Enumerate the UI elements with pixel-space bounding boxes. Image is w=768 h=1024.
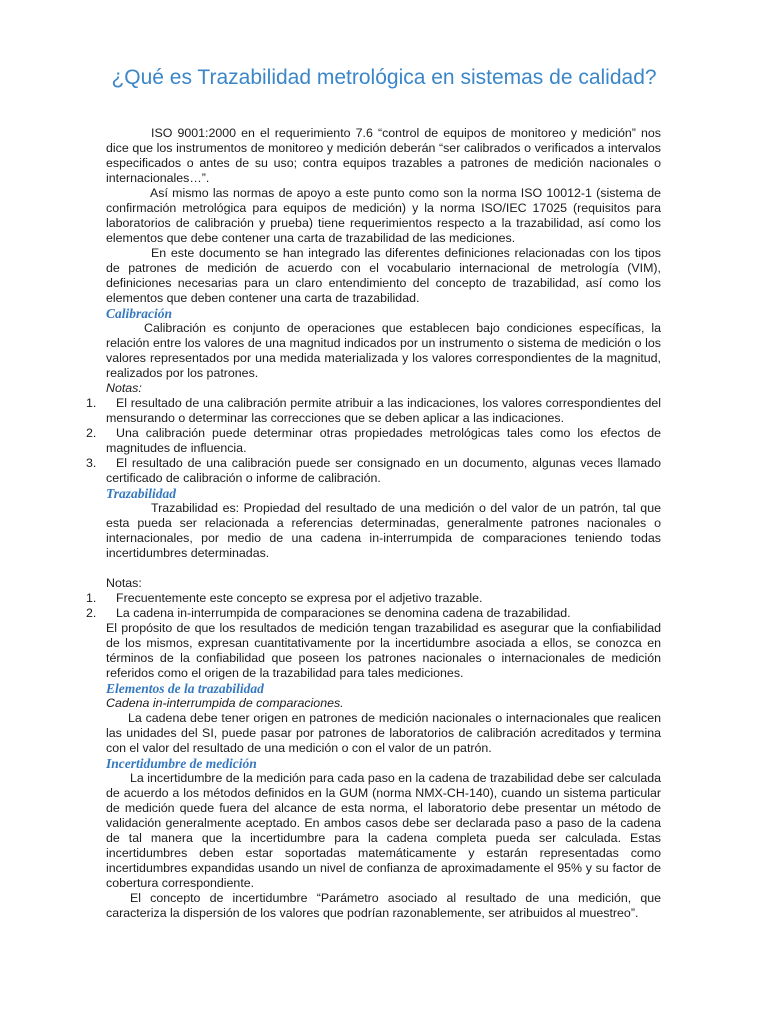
spacer [106,561,661,576]
list-item-number: 2. [86,606,97,620]
trazabilidad-notes-list [86,591,661,621]
list-item [86,606,661,621]
calibracion-heading: Calibración [106,306,173,321]
list-item-text: La cadena in-interrumpida de comparaciones se denomina cadena de trazabilidad. [116,606,571,620]
incertidumbre-paragraph: La incertidumbre de la medición para cada paso en la cadena de trazabilidad debe ser calculada de acuerdo a los métodos definidos en la GUM (norma NMX-CH-140), cuando un sistema particular de medición quede fuera del alcance de esta norma, el laboratorio debe presentar un método de validación generalmente aceptado. En ambos casos debe ser declarada paso a paso de la cadena de tal manera que la incertidumbre para la cadena completa pueda ser calculada. Estas incertidumbres deben estar soportadas matemáticamente y estarán representadas como incertidumbres expandidas usando un nivel de confianza de aproximadamente el 95% y su factor de cobertura correspondiente. [106,771,661,890]
list-item-number: 1. [86,396,97,410]
trazabilidad-notes-label: Notas: [106,576,142,590]
incertidumbre-heading: Incertidumbre de medición [106,756,257,771]
list-item-text: El resultado de una calibración permite atribuir a las indicaciones, los valores correspondientes del mensurando o determinar las correcciones que se deben aplicar a las indicaciones. [106,396,661,425]
list-item [86,456,661,486]
list-item-text: Una calibración puede determinar otras propiedades metrológicas tales como los efectos de magnitudes de influencia. [106,426,661,455]
list-item-number: 2. [86,426,97,440]
calibracion-notes-list [86,396,661,486]
intro-paragraph-1: ISO 9001:2000 en el requerimiento 7.6 “control de equipos de monitoreo y medición” nos dice que los instrumentos de monitoreo y medición deberán “ser calibrados o verificados a intervalos especificados o antes de su uso; contra equipos trazables a patrones de medición nacionales o internacionales…”. [106,126,661,185]
intro-paragraph-2: Así mismo las normas de apoyo a este punto como son la norma ISO 10012-1 (sistema de confirmación metrológica para equipos de medición) y la norma ISO/IEC 17025 (requisitos para laboratorios de calibración y prueba) tiene requerimientos respecto a la trazabilidad, así como los elementos que debe contener una carta de trazabilidad de las mediciones. [106,186,661,245]
incertidumbre-concept-paragraph: El concepto de incertidumbre “Parámetro asociado al resultado de una medición, que caracteriza la dispersión de los valores que podrían razonablemente, ser atribuidos al muestreo”. [106,891,661,920]
list-item-number: 3. [86,456,97,470]
trazabilidad-closing-paragraph: El propósito de que los resultados de medición tengan trazabilidad es asegurar que la confiabilidad de los mismos, expresan cuantitativamente por la incertidumbre asociada a ellos, se conozca en términos de la confiabilidad que poseen los patrones nacionales o internacionales de medición referidos como el origen de la trazabilidad para tales mediciones. [106,621,661,680]
intro-paragraph-3: En este documento se han integrado las diferentes definiciones relacionadas con los tipos de patrones de medición de acuerdo con el vocabulario internacional de metrología (VIM), definiciones necesarias para un claro entendimiento del concepto de trazabilidad, así como los elementos que deben contener una carta de trazabilidad. [106,246,661,305]
list-item-number: 1. [86,591,97,605]
trazabilidad-heading: Trazabilidad [106,486,177,501]
list-item [86,591,661,606]
page-title: ¿Qué es Trazabilidad metrológica en sistemas de calidad? [111,66,657,89]
document-body [86,126,661,921]
elementos-subheading: Cadena in-interrumpida de comparaciones. [106,696,344,710]
elementos-heading: Elementos de la trazabilidad [106,681,264,696]
list-item-text: Frecuentemente este concepto se expresa por el adjetivo trazable. [116,591,483,605]
calibracion-notes-label: Notas: [106,381,142,395]
list-item [86,396,661,426]
calibracion-paragraph: Calibración es conjunto de operaciones que establecen bajo condiciones específicas, la relación entre los valores de una magnitud indicados por un instrumento o sistema de medición o los valores representados por una medida materializada y los valores correspondientes de la magnitud, realizados por los patrones. [106,321,661,380]
list-item [86,426,661,456]
trazabilidad-paragraph: Trazabilidad es: Propiedad del resultado de una medición o del valor de un patrón, tal que esta pueda ser relacionada a referencias determinadas, generalmente patrones nacionales o internacionales, por medio de una cadena in-interrumpida de comparaciones teniendo todas incertidumbres determinadas. [106,501,661,560]
elementos-paragraph: La cadena debe tener origen en patrones de medición nacionales o internacionales que realicen las unidades del SI, puede pasar por patrones de laboratorios de calibración acreditados y termina con el valor del resultado de una medición o con el valor de un patrón. [106,711,661,755]
list-item-text: El resultado de una calibración puede ser consignado en un documento, algunas veces llamado certificado de calibración o informe de calibración. [106,456,661,485]
